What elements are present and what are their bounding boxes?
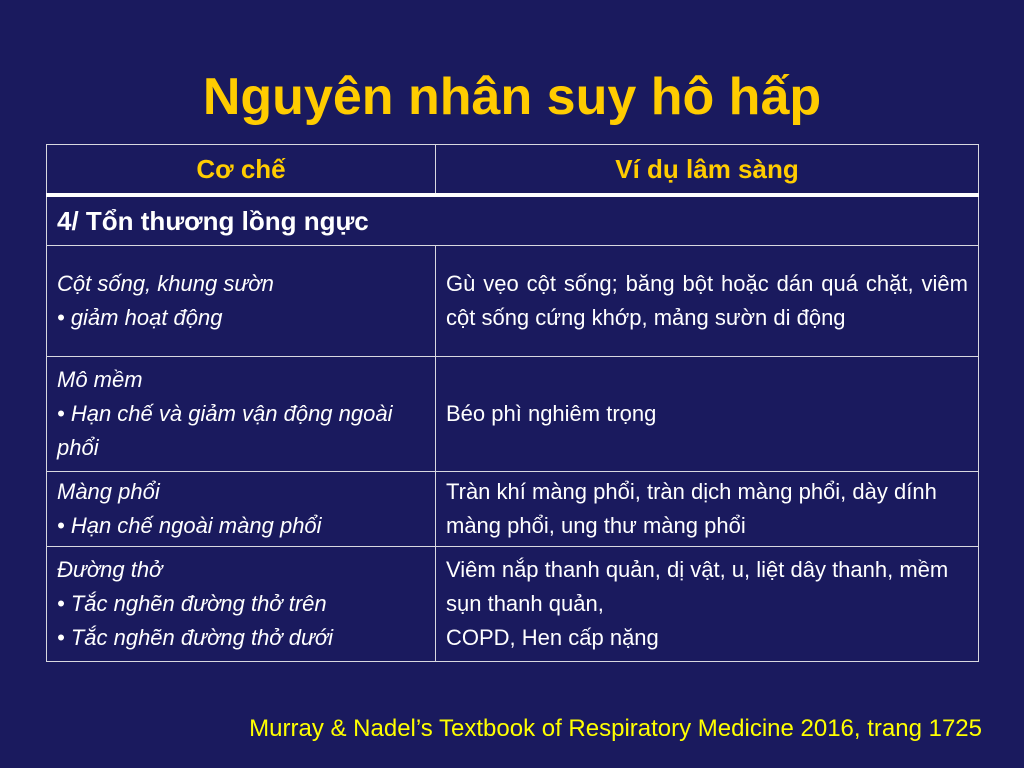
mechanism-line: • Tắc nghẽn đường thở trên bbox=[57, 591, 327, 616]
table-row bbox=[47, 472, 979, 547]
example-cell bbox=[436, 547, 979, 662]
example-cell bbox=[436, 246, 979, 357]
mechanism-line: Cột sống, khung sườn bbox=[57, 271, 274, 296]
mechanism-line: Màng phổi bbox=[57, 479, 160, 504]
causes-table bbox=[46, 144, 979, 662]
table-row bbox=[47, 547, 979, 662]
example-text: Béo phì nghiêm trọng bbox=[446, 401, 657, 426]
table-header-row bbox=[47, 145, 979, 196]
example-cell bbox=[436, 357, 979, 472]
header-mechanism: Cơ chế bbox=[47, 145, 436, 196]
mechanism-line: • Hạn chế và giảm vận động ngoài phổi bbox=[57, 401, 393, 460]
example-text: Tràn khí màng phổi, tràn dịch màng phổi, dày dính màng phổi, ung thư màng phổi bbox=[446, 479, 937, 538]
mechanism-line: Mô mềm bbox=[57, 367, 143, 392]
mechanism-cell bbox=[47, 547, 436, 662]
mechanism-cell bbox=[47, 472, 436, 547]
mechanism-line: • Tắc nghẽn đường thở dưới bbox=[57, 625, 334, 650]
example-line: Viêm nắp thanh quản, dị vật, u, liệt dây thanh, mềm sụn thanh quản, bbox=[446, 557, 949, 616]
section-row bbox=[47, 195, 979, 246]
slide-title: Nguyên nhân suy hô hấp bbox=[202, 68, 822, 126]
table-row bbox=[47, 357, 979, 472]
mechanism-line: • Hạn chế ngoài màng phổi bbox=[57, 513, 322, 538]
mechanism-cell bbox=[47, 246, 436, 357]
mechanism-line: • giảm hoạt động bbox=[57, 305, 223, 330]
table-row bbox=[47, 246, 979, 357]
section-title: 4/ Tổn thương lồng ngực bbox=[47, 195, 979, 246]
causes-table-container bbox=[46, 144, 978, 662]
example-line: COPD, Hen cấp nặng bbox=[446, 625, 659, 650]
example-text: Gù vẹo cột sống; băng bột hoặc dán quá chặt, viêm cột sống cứng khớp, mảng sườn di động bbox=[446, 271, 968, 330]
source-citation: Murray & Nadel’s Textbook of Respiratory Medicine 2016, trang 1725 bbox=[249, 715, 982, 742]
mechanism-line: Đường thở bbox=[57, 557, 163, 582]
mechanism-cell bbox=[47, 357, 436, 472]
example-cell bbox=[436, 472, 979, 547]
header-clinical-example: Ví dụ lâm sàng bbox=[436, 145, 979, 196]
